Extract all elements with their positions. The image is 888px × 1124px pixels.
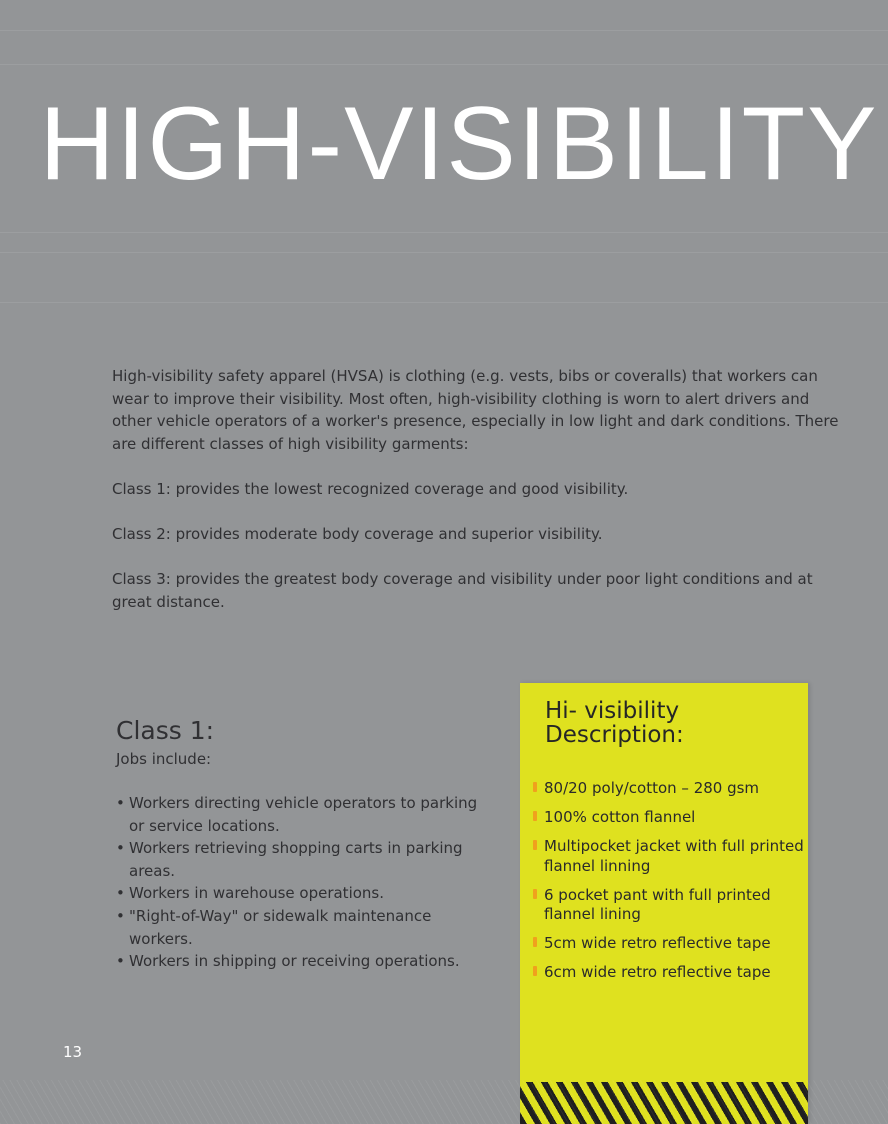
jobs-label: Jobs include: [116, 750, 212, 768]
page-title: HIGH-VISIBILITY [39, 86, 879, 202]
description-panel [520, 683, 808, 1124]
list-item [544, 808, 806, 828]
bottom-texture [0, 1080, 888, 1124]
bullet-mark-icon [533, 840, 537, 850]
bullet-mark-icon [533, 782, 537, 792]
decor-line [0, 64, 888, 65]
intro-paragraph: High-visibility safety apparel (HVSA) is clothing (e.g. vests, bibs or coveralls) that workers can wear to improve their visibility. Most often, high-visibility clothing is worn to alert drivers and other vehicle operators of a worker's presence, especially in low light and dark conditions. There are different classes of high visibility garments: [112, 367, 839, 453]
list-item: • Workers in warehouse operations. [116, 882, 496, 905]
jobs-list [116, 792, 496, 973]
list-item-text: Multipocket jacket with full printed flannel linning [544, 837, 804, 875]
list-item-text: 100% cotton flannel [544, 808, 696, 826]
description-heading [545, 699, 684, 747]
list-item [544, 779, 806, 799]
decor-line [0, 232, 888, 233]
decor-line [0, 30, 888, 31]
list-item [544, 886, 806, 925]
description-heading-line1: Hi- visibility [545, 698, 680, 724]
list-item: • Workers retrieving shopping carts in parking areas. [116, 837, 496, 882]
list-item-text: 6cm wide retro reflective tape [544, 963, 771, 981]
class1-section [116, 716, 496, 973]
class1-summary: Class 1: provides the lowest recognized coverage and good visibility. [112, 479, 629, 498]
bullet-mark-icon [533, 937, 537, 947]
list-item: • Workers in shipping or receiving operations. [116, 950, 496, 973]
description-list [544, 779, 806, 992]
list-item [544, 837, 806, 876]
list-item-text: 80/20 poly/cotton – 280 gsm [544, 779, 760, 797]
description-heading-line2: Description: [545, 722, 684, 748]
bullet-mark-icon [533, 889, 537, 899]
intro-section [112, 365, 852, 614]
list-item: • Workers directing vehicle operators to parking or service locations. [116, 792, 496, 837]
class2-summary: Class 2: provides moderate body coverage and superior visibility. [112, 525, 603, 544]
decor-line [0, 252, 888, 253]
decor-line [0, 302, 888, 303]
list-item: • "Right-of-Way" or sidewalk maintenance workers. [116, 905, 496, 950]
list-item [544, 963, 806, 983]
list-item [544, 934, 806, 954]
page-number: 13 [63, 1043, 83, 1061]
bullet-mark-icon [533, 811, 537, 821]
class1-heading: Class 1: [116, 716, 215, 745]
bullet-mark-icon [533, 966, 537, 976]
list-item-text: 5cm wide retro reflective tape [544, 934, 771, 952]
class3-summary: Class 3: provides the greatest body coverage and visibility under poor light conditions and at great distance. [112, 570, 813, 611]
list-item-text: 6 pocket pant with full printed flannel lining [544, 885, 771, 923]
